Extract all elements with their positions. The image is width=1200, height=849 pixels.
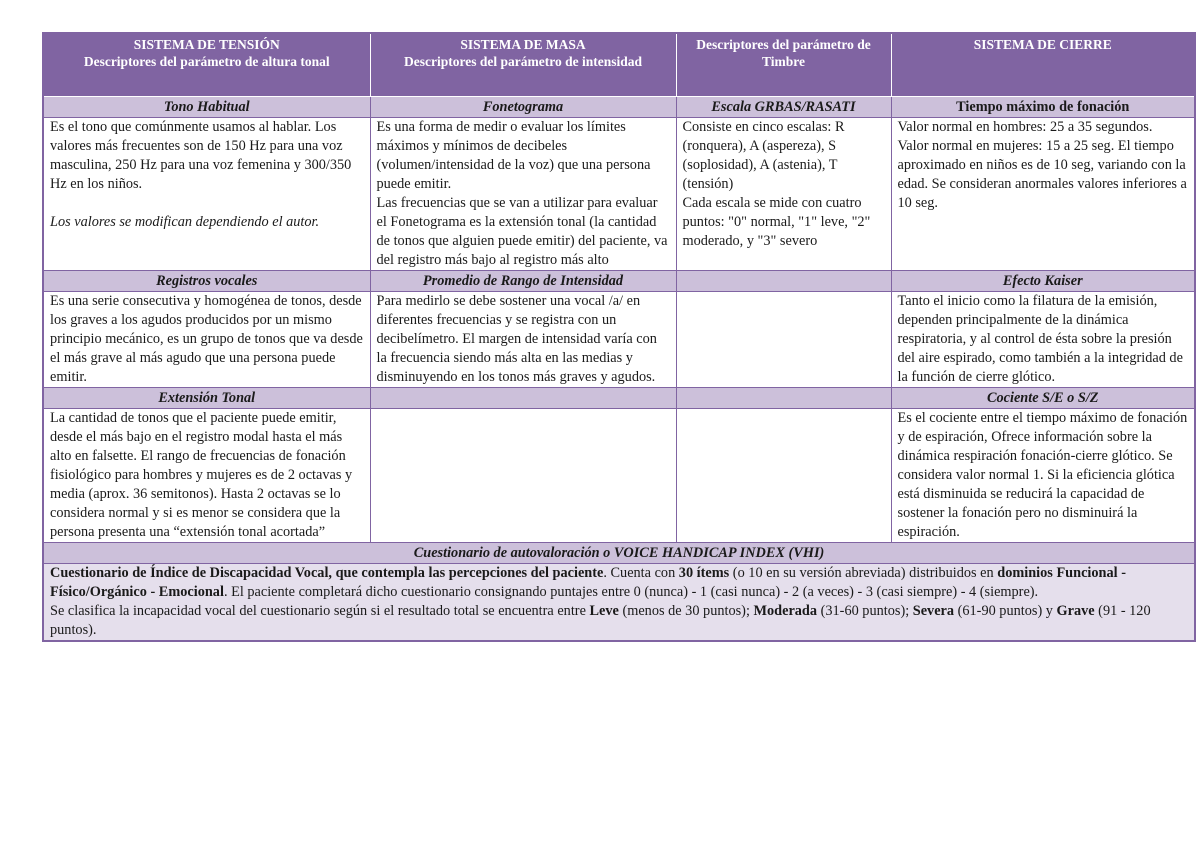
label-escala-grbas: Escala GRBAS/RASATI bbox=[676, 97, 891, 118]
tono-habitual-note: Los valores se modifican dependiendo el autor. bbox=[50, 214, 320, 230]
label-cociente: Cociente S/E o S/Z bbox=[891, 388, 1195, 409]
cell-cociente: Es el cociente entre el tiempo máximo de fonación y de espiración, Ofrece información sobre la dinámica respiración fonación-cierre glótico. Se considera valor normal 1. Si la eficiencia glótica está disminuida se reducirá la capacidad de sostener la fonación pero no disminuirá la espiración. bbox=[891, 409, 1195, 543]
label-empty-2-3 bbox=[676, 271, 891, 292]
header-masa-title: SISTEMA DE MASA bbox=[460, 37, 586, 52]
vhi-p1-run: . El paciente completará dicho cuestionario consignando puntajes entre 0 (nunca) - 1 (casi nunca) - 2 (a veces) - 3 (casi siempre) - 4 (siempre). bbox=[223, 584, 1039, 600]
cell-empty-3-2 bbox=[370, 409, 676, 543]
vhi-p1-run: dominios Funcional - Físico/Orgánico - Emocional bbox=[50, 565, 1126, 600]
vhi-p2-run: Se clasifica la incapacidad vocal del cuestionario según si el resultado total se encuentra entre bbox=[50, 603, 590, 619]
cell-tono-habitual bbox=[43, 118, 370, 271]
vhi-body bbox=[43, 564, 1195, 642]
tiempo-text-b: Valor normal en mujeres: 15 a 25 seg. El tiempo aproximado en niños es de 10 seg, variando con la edad. Se consideran anormales valores inferiores a 10 seg. bbox=[897, 138, 1187, 211]
cell-empty-3-3 bbox=[676, 409, 891, 543]
fonetograma-text-a: Es una forma de medir o evaluar los límites máximos y mínimos de decibeles (volumen/intensidad de la voz) que una persona puede emitir. bbox=[376, 119, 651, 192]
vhi-title: Cuestionario de autovaloración o VOICE HANDICAP INDEX (VHI) bbox=[43, 543, 1195, 564]
header-tension-title: SISTEMA DE TENSIÓN bbox=[133, 37, 280, 52]
tiempo-text-a: Valor normal en hombres: 25 a 35 segundos. bbox=[897, 119, 1153, 135]
escala-text-a: Consiste en cinco escalas: R (ronquera), A (aspereza), S (soplosidad), A (astenia), T (tensión) bbox=[682, 119, 845, 192]
label-tono-habitual: Tono Habitual bbox=[43, 97, 370, 118]
content-row-1 bbox=[43, 118, 1195, 271]
label-extension-tonal: Extensión Tonal bbox=[43, 388, 370, 409]
header-cierre-title: SISTEMA DE CIERRE bbox=[973, 37, 1112, 52]
label-efecto-kaiser: Efecto Kaiser bbox=[891, 271, 1195, 292]
vhi-p2-run: (61-90 puntos) y bbox=[954, 603, 1057, 619]
vhi-p2-run: (31-60 puntos); bbox=[817, 603, 913, 619]
header-tension-subtitle: Descriptores del parámetro de altura tonal bbox=[83, 54, 330, 69]
cell-promedio-rango: Para medirlo se debe sostener una vocal /a/ en diferentes frecuencias y se registra con un decibelímetro. El margen de intensidad varía con la frecuencia siendo más alta en las medias y disminuyendo en los tonos más graves y agudos. bbox=[370, 292, 676, 388]
header-cierre bbox=[891, 33, 1195, 97]
vhi-p1-run: . Cuenta con bbox=[603, 565, 679, 581]
vhi-paragraph-1 bbox=[50, 564, 1188, 602]
header-row bbox=[43, 33, 1195, 97]
label-tiempo-maximo: Tiempo máximo de fonación bbox=[891, 97, 1195, 118]
vhi-p2-run: Leve bbox=[589, 603, 619, 619]
content-row-2 bbox=[43, 292, 1195, 388]
tono-habitual-text: Es el tono que comúnmente usamos al hablar. Los valores más frecuentes son de 150 Hz para una voz masculina, 250 Hz para una voz femenina y 300/350 Hz en los niños. bbox=[50, 119, 352, 192]
vhi-p1-run: (o 10 en su versión abreviada) distribuidos en bbox=[729, 565, 998, 581]
vhi-p2-run: (menos de 30 puntos); bbox=[618, 603, 754, 619]
vhi-paragraph-2 bbox=[50, 602, 1188, 640]
header-timbre-title: Descriptores del parámetro de Timbre bbox=[696, 37, 871, 69]
voice-parameters-table bbox=[42, 32, 1196, 642]
vhi-body-row bbox=[43, 564, 1195, 642]
label-empty-3-3 bbox=[676, 388, 891, 409]
vhi-p2-run: (91 - 120 puntos). bbox=[50, 603, 1151, 638]
vhi-p2-run: Grave bbox=[1056, 603, 1095, 619]
header-masa bbox=[370, 33, 676, 97]
cell-extension-tonal: La cantidad de tonos que el paciente puede emitir, desde el más bajo en el registro modal hasta el más alto en falsette. El rango de frecuencias de fonación fisiológico para hombres y mujeres es de 2 octavas y media (aprox. 36 semitonos). Hasta 2 octavas se lo considera normal y si es menor se considera que la persona presenta una “extensión tonal acortada” bbox=[43, 409, 370, 543]
label-fonetograma: Fonetograma bbox=[370, 97, 676, 118]
document-page bbox=[42, 32, 1194, 642]
cell-empty-2-3 bbox=[676, 292, 891, 388]
cell-fonetograma bbox=[370, 118, 676, 271]
vhi-title-row bbox=[43, 543, 1195, 564]
subheader-row-2 bbox=[43, 271, 1195, 292]
label-registros-vocales: Registros vocales bbox=[43, 271, 370, 292]
fonetograma-text-b: Las frecuencias que se van a utilizar para evaluar el Fonetograma es la extensión tonal (la cantidad de tonos que alguien puede emitir) del paciente, va del registro más bajo al registro más alto bbox=[376, 195, 668, 268]
cell-registros-vocales: Es una serie consecutiva y homogénea de tonos, desde los graves a los agudos producidos por un mismo principio mecánico, es un grupo de tonos que va desde el más grave al más agudo que una persona puede emitir. bbox=[43, 292, 370, 388]
header-tension bbox=[43, 33, 370, 97]
cell-escala-grbas bbox=[676, 118, 891, 271]
label-empty-3-2 bbox=[370, 388, 676, 409]
label-promedio-rango: Promedio de Rango de Intensidad bbox=[370, 271, 676, 292]
header-masa-subtitle: Descriptores del parámetro de intensidad bbox=[404, 54, 642, 69]
subheader-row-1 bbox=[43, 97, 1195, 118]
vhi-p1-run: 30 ítems bbox=[678, 565, 730, 581]
vhi-p2-run: Severa bbox=[912, 603, 955, 619]
escala-text-b: Cada escala se mide con cuatro puntos: "0" normal, "1" leve, "2" moderado, y "3" severo bbox=[682, 195, 871, 249]
cell-tiempo-maximo bbox=[891, 118, 1195, 271]
subheader-row-3 bbox=[43, 388, 1195, 409]
cell-efecto-kaiser: Tanto el inicio como la filatura de la emisión, dependen principalmente de la dinámica respiratoria, y al control de ésta sobre la presión del aire espirado, como también a la integridad de la función de cierre glótico. bbox=[891, 292, 1195, 388]
vhi-p2-run: Moderada bbox=[753, 603, 818, 619]
vhi-p1-run: Cuestionario de Índice de Discapacidad Vocal, que contempla las percepciones del paciente bbox=[50, 565, 604, 581]
header-timbre bbox=[676, 33, 891, 97]
content-row-3 bbox=[43, 409, 1195, 543]
